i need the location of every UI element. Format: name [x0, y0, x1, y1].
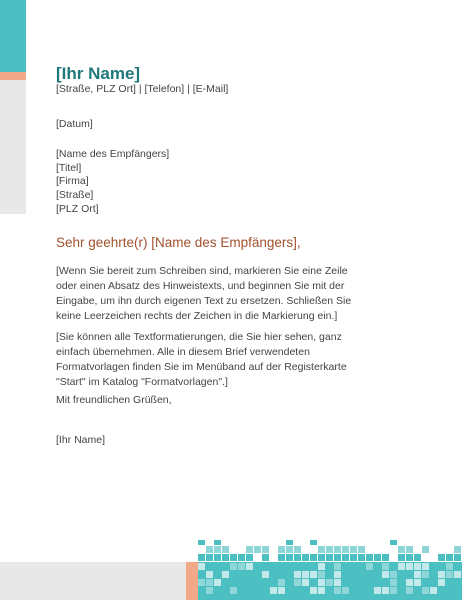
bottom-gray-band [0, 562, 186, 600]
recipient-block [56, 148, 169, 217]
mosaic-pixel [206, 571, 213, 578]
mosaic-pixel [334, 554, 341, 561]
signature-name[interactable]: [Ihr Name] [56, 434, 106, 446]
mosaic-pixel [246, 554, 253, 561]
mosaic-pixel [198, 563, 205, 570]
recipient-street[interactable]: [Straße] [56, 189, 94, 202]
mosaic-pixel [414, 579, 421, 586]
paragraph-line: [Sie können alle Textformatierungen, die Sie hier sehen, ganz [56, 331, 342, 343]
pixel-pattern-decoration [198, 540, 462, 600]
mosaic-pixel [270, 587, 277, 594]
mosaic-pixel [278, 587, 285, 594]
mosaic-pixel [382, 587, 389, 594]
mosaic-pixel [446, 563, 453, 570]
bottom-orange-band [186, 562, 198, 600]
mosaic-pixel [446, 571, 453, 578]
letter-date[interactable]: [Datum] [56, 118, 93, 130]
mosaic-pixel [350, 546, 357, 553]
mosaic-pixel [358, 554, 365, 561]
mosaic-pixel [262, 546, 269, 553]
mosaic-pixel [422, 563, 429, 570]
mosaic-pixel [246, 563, 253, 570]
mosaic-pixel [326, 546, 333, 553]
mosaic-pixel [390, 540, 397, 545]
sender-name[interactable]: [Ihr Name] [56, 64, 141, 83]
mosaic-pixel [422, 571, 429, 578]
mosaic-pixel [286, 540, 293, 545]
mosaic-pixel [214, 546, 221, 553]
mosaic-pixel [222, 554, 229, 561]
mosaic-pixel [334, 571, 341, 578]
mosaic-pixel [214, 540, 221, 545]
mosaic-pixel [318, 563, 325, 570]
mosaic-pixel [430, 587, 437, 594]
mosaic-pixel [254, 546, 261, 553]
mosaic-pixel [294, 554, 301, 561]
mosaic-pixel [334, 563, 341, 570]
mosaic-pixel [230, 563, 237, 570]
mosaic-pixel [326, 579, 333, 586]
recipient-name[interactable]: [Name des Empfängers] [56, 148, 170, 160]
mosaic-pixel [278, 554, 285, 561]
mosaic-pixel [318, 554, 325, 561]
recipient-title[interactable]: [Titel] [56, 161, 82, 174]
mosaic-pixel [326, 554, 333, 561]
recipient-company[interactable]: [Firma] [56, 175, 89, 188]
mosaic-pixel [414, 563, 421, 570]
mosaic-pixel [302, 579, 309, 586]
mosaic-pixel [198, 554, 205, 561]
mosaic-pixel [414, 571, 421, 578]
left-gray-accent-bar [0, 80, 26, 214]
mosaic-pixel [214, 554, 221, 561]
mosaic-pixel [366, 554, 373, 561]
mosaic-pixel [406, 579, 413, 586]
left-teal-accent-bar [0, 0, 26, 72]
mosaic-pixel [310, 554, 317, 561]
mosaic-pixel [398, 554, 405, 561]
closing-phrase[interactable]: Mit freundlichen Grüßen, [56, 394, 172, 406]
mosaic-pixel [398, 563, 405, 570]
body-paragraph-2[interactable] [56, 330, 436, 390]
mosaic-pixel [406, 554, 413, 561]
mosaic-pixel [206, 587, 213, 594]
mosaic-pixel [422, 587, 429, 594]
mosaic-pixel [406, 587, 413, 594]
mosaic-pixel [206, 579, 213, 586]
paragraph-line: [Wenn Sie bereit zum Schreiben sind, markieren Sie eine Zeile [56, 265, 348, 277]
mosaic-pixel [438, 554, 445, 561]
mosaic-pixel [238, 563, 245, 570]
mosaic-pixel [382, 571, 389, 578]
mosaic-pixel [206, 554, 213, 561]
mosaic-pixel [334, 546, 341, 553]
mosaic-pixel [438, 579, 445, 586]
mosaic-pixel [334, 579, 341, 586]
mosaic-pixel [382, 554, 389, 561]
mosaic-pixel [310, 571, 317, 578]
mosaic-pixel [286, 554, 293, 561]
left-orange-accent-bar [0, 72, 26, 80]
mosaic-pixel [454, 571, 461, 578]
mosaic-pixel [382, 563, 389, 570]
mosaic-pixel [374, 587, 381, 594]
mosaic-pixel [230, 587, 237, 594]
mosaic-pixel [206, 546, 213, 553]
mosaic-pixel [318, 579, 325, 586]
paragraph-line: "Start" im Katalog "Formatvorlagen".] [56, 376, 228, 388]
mosaic-pixel [278, 546, 285, 553]
mosaic-pixel [446, 554, 453, 561]
paragraph-line: einfach übernehmen. Alle in diesem Brief verwendeten [56, 346, 310, 358]
mosaic-pixel [358, 546, 365, 553]
mosaic-pixel [454, 554, 461, 561]
mosaic-pixel [222, 546, 229, 553]
mosaic-pixel [302, 571, 309, 578]
mosaic-pixel [310, 540, 317, 545]
sender-contact-line[interactable]: [Straße, PLZ Ort] | [Telefon] | [E-Mail] [56, 83, 229, 95]
mosaic-pixel [302, 554, 309, 561]
paragraph-line: keine Leerzeichen rechts der Zeichen in die Markierung ein.] [56, 310, 338, 322]
mosaic-pixel [294, 546, 301, 553]
mosaic-pixel [214, 579, 221, 586]
mosaic-pixel [222, 571, 229, 578]
mosaic-pixel [318, 571, 325, 578]
mosaic-pixel [318, 546, 325, 553]
mosaic-pixel [342, 554, 349, 561]
recipient-city[interactable]: [PLZ Ort] [56, 202, 99, 215]
mosaic-pixel [230, 554, 237, 561]
mosaic-pixel [398, 546, 405, 553]
mosaic-pixel [246, 546, 253, 553]
mosaic-pixel [406, 546, 413, 553]
mosaic-pixel [342, 546, 349, 553]
mosaic-pixel [294, 579, 301, 586]
mosaic-pixel [390, 579, 397, 586]
mosaic-pixel [406, 563, 413, 570]
mosaic-pixel [278, 579, 285, 586]
mosaic-pixel [390, 587, 397, 594]
mosaic-pixel [198, 540, 205, 545]
mosaic-pixel [390, 571, 397, 578]
mosaic-pixel [198, 579, 205, 586]
paragraph-line: Eingabe, um ihn durch eigenen Text zu ersetzen. Schließen Sie [56, 295, 352, 307]
body-paragraph-1[interactable] [56, 264, 436, 324]
mosaic-pixel [294, 571, 301, 578]
mosaic-pixel [374, 554, 381, 561]
mosaic-pixel [342, 587, 349, 594]
mosaic-pixel [310, 587, 317, 594]
mosaic-pixel [334, 587, 341, 594]
mosaic-pixel [286, 546, 293, 553]
mosaic-pixel [454, 546, 461, 553]
paragraph-line: Formatvorlagen finden Sie im Menüband auf der Registerkarte [56, 361, 347, 373]
paragraph-line: oder einen Absatz des Hinweistexts, und beginnen Sie mit der [56, 280, 345, 292]
mosaic-pixel [438, 571, 445, 578]
mosaic-pixel [262, 571, 269, 578]
mosaic-pixel [366, 563, 373, 570]
mosaic-pixel [262, 554, 269, 561]
mosaic-pixel [238, 554, 245, 561]
mosaic-pixel [350, 554, 357, 561]
mosaic-pixel [414, 554, 421, 561]
salutation[interactable]: Sehr geehrte(r) [Name des Empfängers], [56, 235, 301, 250]
mosaic-pixel [318, 587, 325, 594]
mosaic-pixel [422, 546, 429, 553]
